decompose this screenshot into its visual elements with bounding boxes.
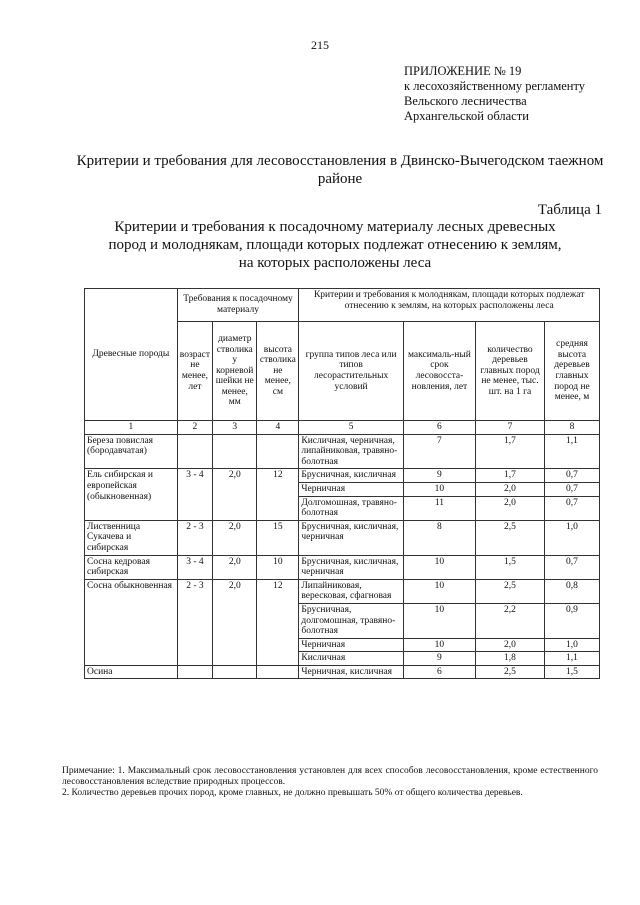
header-species: Древесные породы xyxy=(85,289,178,421)
header-row-1 xyxy=(85,289,600,322)
forest-type-cell: Кисличная, черничная, липайниковая, травяно-болотная xyxy=(299,434,403,469)
tree-count-cell: 2,5 xyxy=(476,579,545,603)
col-number: 8 xyxy=(544,421,599,435)
forest-type-cell: Брусничная, долгомошная, травяно-болотная xyxy=(299,603,403,638)
note-2: 2. Количество деревьев прочих пород, кроме главных, не должно превышать 50% от общего количества деревьев. xyxy=(62,788,523,798)
max-term-cell: 10 xyxy=(403,603,475,638)
avg-height-cell: 0,7 xyxy=(544,496,599,520)
tree-count-cell: 2,5 xyxy=(476,520,545,555)
avg-height-cell: 1,1 xyxy=(544,434,599,469)
tree-count-cell: 1,7 xyxy=(476,434,545,469)
height-cell: 12 xyxy=(257,469,299,520)
header-age: возраст не менее, лет xyxy=(177,322,213,421)
avg-height-cell: 0,7 xyxy=(544,482,599,496)
table-number: Таблица 1 xyxy=(537,202,602,218)
species-cell: Сосна кедровая сибирская xyxy=(85,555,178,579)
age-cell xyxy=(177,665,213,679)
table-row xyxy=(85,665,600,679)
column-number-row xyxy=(85,421,600,435)
age-cell: 3 - 4 xyxy=(177,469,213,520)
height-cell: 10 xyxy=(257,555,299,579)
tree-count-cell: 2,0 xyxy=(476,482,545,496)
table-row xyxy=(85,555,600,579)
forest-type-cell: Долгомошная, травяно-болотная xyxy=(299,496,403,520)
forest-type-cell: Черничная xyxy=(299,482,403,496)
diameter-cell: 2,0 xyxy=(213,579,257,665)
species-cell: Сосна обыкновенная xyxy=(85,579,178,665)
avg-height-cell: 1,0 xyxy=(544,638,599,652)
tree-count-cell: 1,7 xyxy=(476,469,545,483)
max-term-cell: 10 xyxy=(403,482,475,496)
header-tree-count: количество деревьев главных пород не менее, тыс. шт. на 1 га xyxy=(476,322,545,421)
forest-type-cell: Брусничная, кисличная, черничная xyxy=(299,520,403,555)
tree-count-cell: 1,5 xyxy=(476,555,545,579)
appendix-line-2: к лесохозяйственному регламенту xyxy=(404,79,586,93)
height-cell: 15 xyxy=(257,520,299,555)
table-body xyxy=(85,434,600,679)
header-max-term: максималь-ный срок лесовосста-новления, лет xyxy=(403,322,475,421)
max-term-cell: 9 xyxy=(403,469,475,483)
diameter-cell xyxy=(213,665,257,679)
header-avg-height: средняя высота деревьев главных пород не менее, м xyxy=(544,322,599,421)
header-forest-type: группа типов леса или типов лесорастительных условий xyxy=(299,322,403,421)
age-cell xyxy=(177,434,213,469)
col-number: 7 xyxy=(476,421,545,435)
max-term-cell: 10 xyxy=(403,579,475,603)
tree-count-cell: 2,5 xyxy=(476,665,545,679)
forest-type-cell: Кисличная xyxy=(299,652,403,666)
diameter-cell: 2,0 xyxy=(213,555,257,579)
col-number: 2 xyxy=(177,421,213,435)
table-row xyxy=(85,434,600,469)
col-number: 1 xyxy=(85,421,178,435)
species-cell: Ель сибирская и европейская (обыкновенная) xyxy=(85,469,178,520)
appendix-line-4: Архангельской области xyxy=(404,109,529,123)
age-cell: 2 - 3 xyxy=(177,579,213,665)
forest-type-cell: Брусничная, кисличная xyxy=(299,469,403,483)
note-1: Примечание: 1. Максимальный срок лесовосстановления установлен для всех способов лесовосстановления, кроме естественного лесовосстановления вследствие природных процессов. xyxy=(62,766,598,787)
table-row xyxy=(85,579,600,603)
max-term-cell: 10 xyxy=(403,638,475,652)
species-cell: Осина xyxy=(85,665,178,679)
avg-height-cell: 1,0 xyxy=(544,520,599,555)
avg-height-cell: 0,9 xyxy=(544,603,599,638)
avg-height-cell: 1,5 xyxy=(544,665,599,679)
age-cell: 3 - 4 xyxy=(177,555,213,579)
header-diameter: диаметр стволика у корневой шейки не менее, мм xyxy=(213,322,257,421)
tree-count-cell: 2,0 xyxy=(476,496,545,520)
forest-type-cell: Черничная, кисличная xyxy=(299,665,403,679)
header-planting-group: Требования к посадочному материалу xyxy=(177,289,299,322)
max-term-cell: 11 xyxy=(403,496,475,520)
table-title: Критерии и требования к посадочному материалу лесных древесных пород и молоднякам, площади которых подлежат отнесению к землям, на которых расположены леса xyxy=(108,219,562,271)
appendix-block xyxy=(404,64,585,124)
header-height: высота стволика не менее, см xyxy=(257,322,299,421)
max-term-cell: 9 xyxy=(403,652,475,666)
diameter-cell: 2,0 xyxy=(213,469,257,520)
main-title: Критерии и требования для лесовосстановления в Двинско-Вычегодском таежном районе xyxy=(76,153,604,187)
table-row xyxy=(85,469,600,483)
max-term-cell: 7 xyxy=(403,434,475,469)
appendix-line-1: ПРИЛОЖЕНИЕ № 19 xyxy=(404,64,522,78)
forest-type-cell: Липайниковая, вересковая, сфагновая xyxy=(299,579,403,603)
species-cell: Береза повислая (бородавчатая) xyxy=(85,434,178,469)
header-young-group: Критерии и требования к молоднякам, площади которых подлежат отнесению к землям, на которых расположены леса xyxy=(299,289,600,322)
diameter-cell xyxy=(213,434,257,469)
notes xyxy=(62,766,598,799)
forest-type-cell: Брусничная, кисличная, черничная xyxy=(299,555,403,579)
page-number: 215 xyxy=(311,38,329,52)
tree-count-cell: 2,0 xyxy=(476,638,545,652)
tree-count-cell: 1,8 xyxy=(476,652,545,666)
avg-height-cell: 1,1 xyxy=(544,652,599,666)
max-term-cell: 6 xyxy=(403,665,475,679)
col-number: 4 xyxy=(257,421,299,435)
age-cell: 2 - 3 xyxy=(177,520,213,555)
max-term-cell: 10 xyxy=(403,555,475,579)
criteria-table xyxy=(84,288,600,679)
species-cell: Лиственница Сукачева и сибирская xyxy=(85,520,178,555)
max-term-cell: 8 xyxy=(403,520,475,555)
col-number: 6 xyxy=(403,421,475,435)
appendix-line-3: Вельского лесничества xyxy=(404,94,527,108)
col-number: 3 xyxy=(213,421,257,435)
tree-count-cell: 2,2 xyxy=(476,603,545,638)
avg-height-cell: 0,7 xyxy=(544,469,599,483)
forest-type-cell: Черничная xyxy=(299,638,403,652)
avg-height-cell: 0,8 xyxy=(544,579,599,603)
diameter-cell: 2,0 xyxy=(213,520,257,555)
avg-height-cell: 0,7 xyxy=(544,555,599,579)
col-number: 5 xyxy=(299,421,403,435)
height-cell: 12 xyxy=(257,579,299,665)
height-cell xyxy=(257,665,299,679)
height-cell xyxy=(257,434,299,469)
table-row xyxy=(85,520,600,555)
